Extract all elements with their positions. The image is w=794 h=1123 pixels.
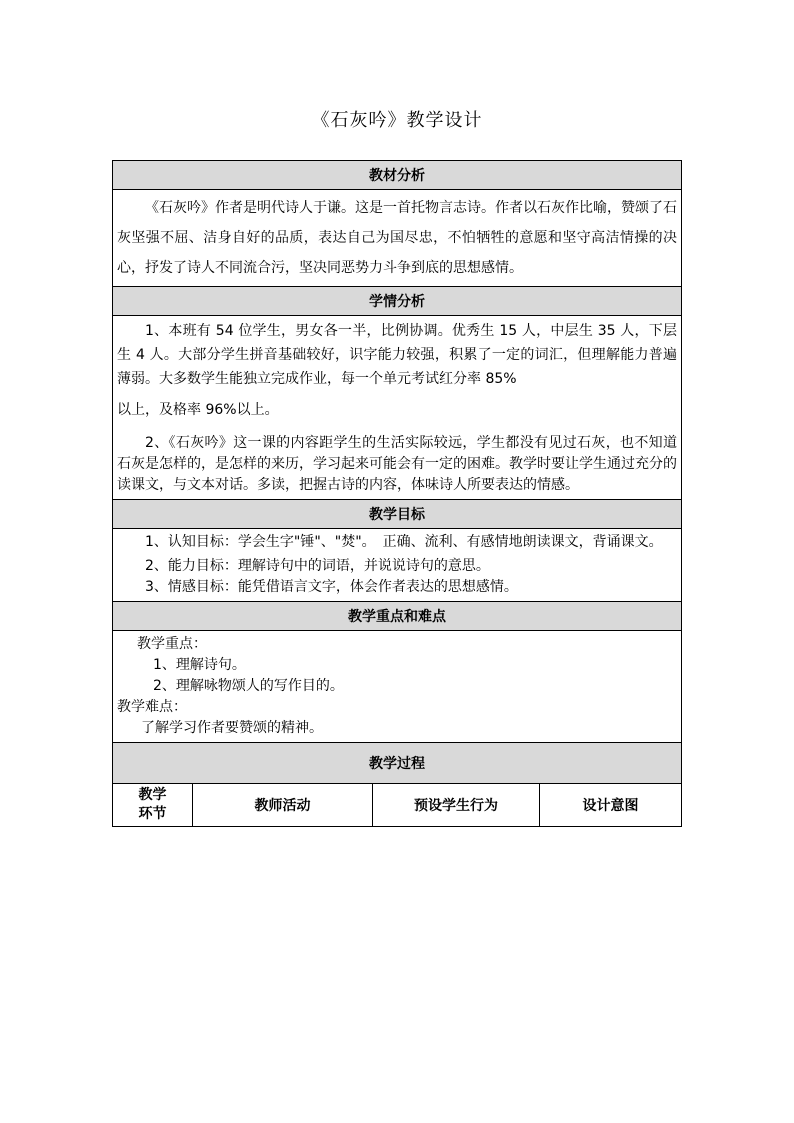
col-student-behavior: 预设学生行为: [373, 784, 540, 827]
focus-label: 教学重点：: [137, 636, 207, 652]
teaching-goal-2: 2、能力目标：理解诗句中的词语，并说说诗句的意思。: [145, 558, 490, 574]
difficulty-label: 教学难点：: [117, 699, 187, 715]
material-analysis-text: 《石灰吟》作者是明代诗人于谦。这是一首托物言志诗。作者以石灰作比喻，赞颂了石灰坚强不屈、洁身自好的品质，表达自己为国尽忠，不怕牺牲的意愿和坚守高洁情操的决心，抒发了诗人不同流合污，坚决同恶势力斗争到底的思想感情。: [117, 200, 677, 276]
lesson-plan-table: [112, 160, 682, 827]
material-analysis-body: [113, 190, 682, 287]
document-title: 《石灰吟》教学设计: [311, 110, 483, 131]
focus-item-1: 1、理解诗句。: [153, 657, 246, 673]
teaching-goal-3: 3、情感目标：能凭借语言文字，体会作者表达的思想感情。: [145, 579, 518, 595]
material-analysis-header: 教材分析: [113, 161, 682, 190]
keypoints-header: 教学重点和难点: [113, 602, 682, 631]
focus-item-2: 2、理解咏物颂人的写作目的。: [153, 678, 344, 694]
col-teacher-activity: 教师活动: [193, 784, 373, 827]
process-columns-row: [113, 784, 682, 827]
student-analysis-body: [113, 316, 682, 500]
student-analysis-p1: 1、本班有 54 位学生，男女各一半，比例协调。优秀生 15 人，中层生 35 人，下层生 4 人。大部分学生拼音基础较好，识字能力较强，积累了一定的词汇，但理解能力普遍薄弱。大多数学生能独立完成作业，每一个单元考试红分率 85%: [117, 323, 677, 387]
col-teaching-stage-line2: 环节: [138, 806, 167, 822]
teaching-goal-1: 1、认知目标：学会生字"锤"、"焚"。 正确、流利、有感情地朗读课文，背诵课文。: [145, 534, 663, 550]
col-teaching-stage-line1: 教学: [138, 787, 167, 803]
keypoints-body: [113, 631, 682, 743]
teaching-goals-header: 教学目标: [113, 500, 682, 529]
student-analysis-p2: 2、《石灰吟》这一课的内容距学生的生活实际较远，学生都没有见过石灰，也不知道石灰是怎样的，是怎样的来历，学习起来可能会有一定的困难。教学时要让学生通过充分的读课文，与文本对话。多读，把握古诗的内容，体味诗人所要表达的情感。: [117, 435, 677, 493]
difficulty-item-1: 了解学习作者要赞颂的精神。: [141, 720, 323, 736]
student-analysis-header: 学情分析: [113, 287, 682, 316]
teaching-process-header: 教学过程: [113, 743, 682, 784]
teaching-goals-body: [113, 529, 682, 602]
col-teaching-stage: [113, 784, 193, 827]
col-design-intent: 设计意图: [540, 784, 682, 827]
student-analysis-p1b: 以上，及格率 96%以上。: [117, 402, 279, 418]
